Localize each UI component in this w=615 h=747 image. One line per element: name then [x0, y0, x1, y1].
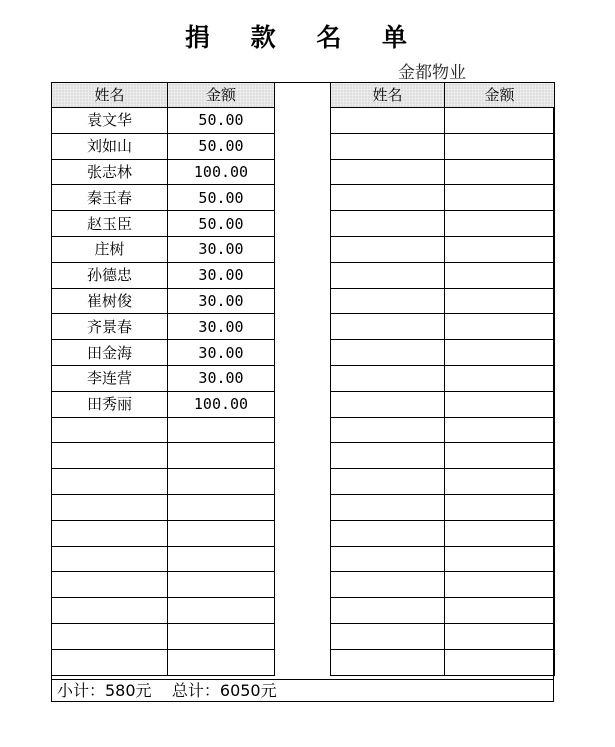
donation-amount-cell [445, 314, 555, 340]
donation-amount-cell [445, 649, 555, 675]
donation-amount-cell: 30.00 [168, 340, 275, 366]
donation-amount-cell [445, 546, 555, 572]
table-row [52, 236, 275, 262]
table-row [331, 108, 555, 134]
donation-amount-cell [445, 494, 555, 520]
donor-name-cell: 秦玉春 [52, 185, 168, 211]
donor-name-cell: 张志林 [52, 159, 168, 185]
donor-name-cell [331, 494, 445, 520]
donor-name-cell [52, 469, 168, 495]
left-donation-table [51, 82, 275, 676]
donor-name-cell [52, 623, 168, 649]
table-row [331, 494, 555, 520]
name-column-header: 姓名 [52, 83, 168, 108]
donor-name-cell: 刘如山 [52, 133, 168, 159]
table-row [331, 340, 555, 366]
table-row [52, 520, 275, 546]
donation-amount-cell [445, 288, 555, 314]
donor-name-cell [331, 469, 445, 495]
donor-name-cell [52, 649, 168, 675]
table-row [331, 417, 555, 443]
table-row [331, 520, 555, 546]
table-row [331, 598, 555, 624]
donation-amount-cell [168, 649, 275, 675]
donor-name-cell [331, 133, 445, 159]
donation-amount-cell: 30.00 [168, 314, 275, 340]
table-row [331, 649, 555, 675]
donor-name-cell [331, 520, 445, 546]
donor-name-cell: 田秀丽 [52, 391, 168, 417]
table-row [331, 365, 555, 391]
donor-name-cell [331, 391, 445, 417]
table-row [331, 314, 555, 340]
table-row [52, 623, 275, 649]
donor-name-cell [331, 340, 445, 366]
donor-name-cell [331, 262, 445, 288]
donation-amount-cell: 50.00 [168, 133, 275, 159]
donation-amount-cell [445, 572, 555, 598]
donor-name-cell [331, 314, 445, 340]
donor-name-cell [52, 417, 168, 443]
table-row [52, 417, 275, 443]
donation-amount-cell [168, 443, 275, 469]
donor-name-cell [52, 598, 168, 624]
donation-amount-cell [168, 469, 275, 495]
donation-amount-cell [168, 494, 275, 520]
table-row [52, 598, 275, 624]
donor-name-cell: 李连营 [52, 365, 168, 391]
donor-name-cell [331, 159, 445, 185]
donor-name-cell [331, 598, 445, 624]
table-row [331, 262, 555, 288]
table-row [52, 494, 275, 520]
donation-amount-cell: 50.00 [168, 185, 275, 211]
table-row [331, 443, 555, 469]
donor-name-cell: 田金海 [52, 340, 168, 366]
donation-amount-cell [445, 443, 555, 469]
donor-name-cell: 赵玉臣 [52, 211, 168, 237]
table-row [52, 262, 275, 288]
company-name: 金都物业 [398, 63, 466, 83]
donor-name-cell [331, 108, 445, 134]
donation-amount-cell [445, 417, 555, 443]
donation-amount-cell [445, 211, 555, 237]
donor-name-cell: 崔树俊 [52, 288, 168, 314]
donation-amount-cell [445, 262, 555, 288]
donor-name-cell [331, 365, 445, 391]
table-row [52, 314, 275, 340]
donation-amount-cell: 100.00 [168, 159, 275, 185]
table-header-row [52, 83, 275, 108]
donor-name-cell: 庄树 [52, 236, 168, 262]
donation-amount-cell: 30.00 [168, 288, 275, 314]
table-row [52, 340, 275, 366]
donor-name-cell [331, 649, 445, 675]
donation-amount-cell [168, 417, 275, 443]
table-row [331, 469, 555, 495]
table-row [331, 391, 555, 417]
donation-amount-cell [445, 108, 555, 134]
donor-name-cell [52, 572, 168, 598]
table-row [52, 159, 275, 185]
donor-name-cell [331, 623, 445, 649]
table-row [52, 443, 275, 469]
donation-amount-cell [445, 391, 555, 417]
name-column-header: 姓名 [331, 83, 445, 108]
donation-amount-cell [168, 623, 275, 649]
donation-amount-cell: 50.00 [168, 211, 275, 237]
donation-amount-cell [168, 572, 275, 598]
donor-name-cell [331, 546, 445, 572]
table-row [52, 365, 275, 391]
amount-column-header: 金额 [445, 83, 555, 108]
table-row [331, 546, 555, 572]
table-row [52, 133, 275, 159]
donor-name-cell [331, 572, 445, 598]
table-row [331, 159, 555, 185]
donor-name-cell [331, 185, 445, 211]
donation-amount-cell [445, 623, 555, 649]
donor-name-cell: 齐景春 [52, 314, 168, 340]
total-summary: 小计：580元 总计：6050元 [52, 679, 553, 701]
table-header-row [331, 83, 555, 108]
table-row [52, 108, 275, 134]
right-donation-table [330, 82, 555, 676]
donation-amount-cell [445, 185, 555, 211]
donation-amount-cell [445, 469, 555, 495]
donation-amount-cell [445, 236, 555, 262]
table-row [331, 133, 555, 159]
donor-name-cell [52, 520, 168, 546]
page-title: 捐 款 名 单 [184, 23, 424, 52]
table-row [52, 469, 275, 495]
donor-name-cell [331, 288, 445, 314]
table-row [52, 649, 275, 675]
table-row [331, 572, 555, 598]
table-row [331, 211, 555, 237]
table-row [52, 211, 275, 237]
donation-amount-cell: 30.00 [168, 236, 275, 262]
donor-name-cell: 孙德忠 [52, 262, 168, 288]
table-row [331, 236, 555, 262]
donation-amount-cell: 30.00 [168, 262, 275, 288]
donor-name-cell: 袁文华 [52, 108, 168, 134]
donor-name-cell [52, 546, 168, 572]
donor-name-cell [331, 417, 445, 443]
table-row [52, 288, 275, 314]
table-row [52, 572, 275, 598]
table-row [52, 391, 275, 417]
table-row [331, 288, 555, 314]
donor-name-cell [52, 494, 168, 520]
donation-amount-cell [445, 133, 555, 159]
table-row [52, 185, 275, 211]
donation-amount-cell [168, 546, 275, 572]
donor-name-cell [331, 211, 445, 237]
table-row [331, 185, 555, 211]
table-row [52, 546, 275, 572]
donation-amount-cell: 30.00 [168, 365, 275, 391]
donor-name-cell [331, 443, 445, 469]
amount-column-header: 金额 [168, 83, 275, 108]
donation-sheet [51, 82, 554, 702]
donor-name-cell [52, 443, 168, 469]
table-row [331, 623, 555, 649]
donation-amount-cell [445, 159, 555, 185]
donation-amount-cell [168, 520, 275, 546]
donation-amount-cell [445, 520, 555, 546]
donation-amount-cell [445, 598, 555, 624]
donor-name-cell [331, 236, 445, 262]
donation-amount-cell [445, 365, 555, 391]
donation-amount-cell [445, 340, 555, 366]
donation-amount-cell: 100.00 [168, 391, 275, 417]
donation-amount-cell: 50.00 [168, 108, 275, 134]
donation-amount-cell [168, 598, 275, 624]
